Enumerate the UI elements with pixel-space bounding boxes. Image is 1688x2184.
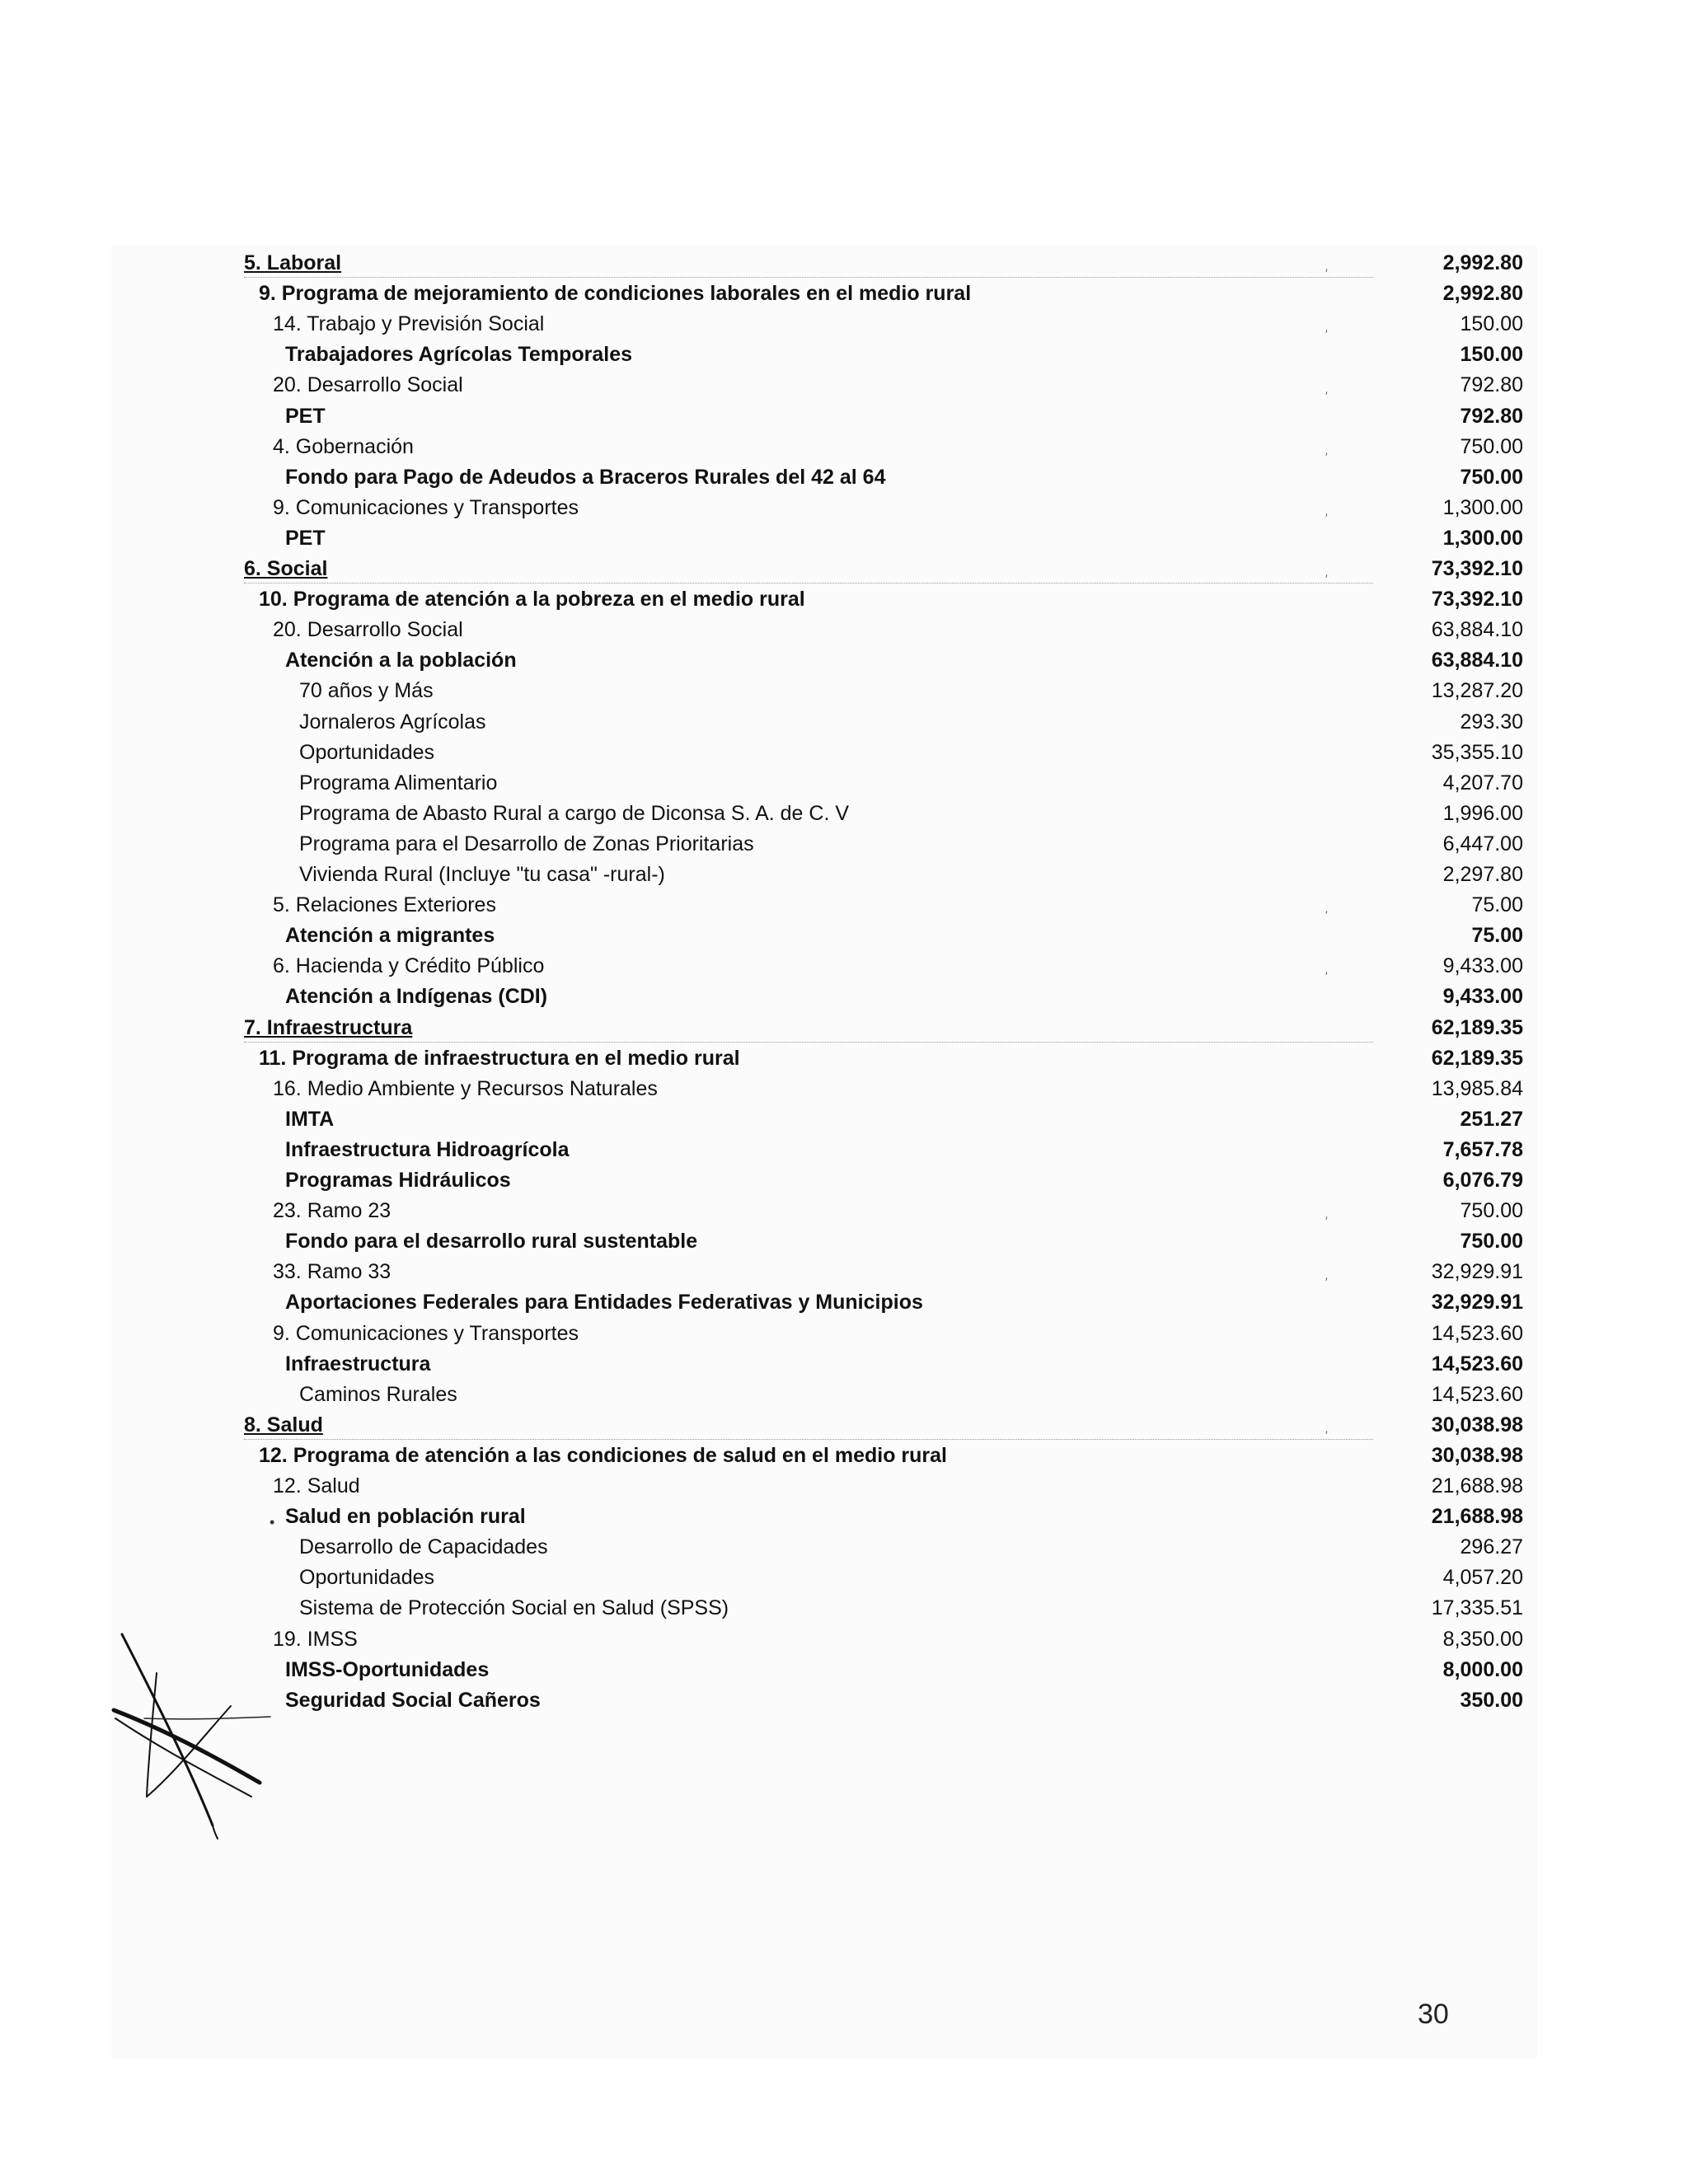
table-row (0, 829, 1688, 860)
row-amount: 6,076.79 (1442, 1169, 1523, 1192)
row-amount: 1,300.00 (1442, 527, 1523, 550)
row-amount: 150.00 (1460, 312, 1523, 335)
row-label: Oportunidades (299, 741, 435, 764)
check-mark: ′ (1325, 327, 1328, 340)
row-amount: 14,523.60 (1431, 1352, 1523, 1376)
table-row (0, 493, 1688, 523)
row-amount: 4,057.20 (1442, 1566, 1523, 1589)
row-amount: 30,038.98 (1431, 1413, 1523, 1436)
table-row (0, 462, 1688, 493)
row-amount: 14,523.60 (1431, 1383, 1523, 1406)
row-amount: 35,355.10 (1431, 741, 1523, 764)
section-row (0, 1410, 1688, 1441)
row-label: Programas Hidráulicos (285, 1169, 511, 1192)
section-row (0, 554, 1688, 584)
check-mark: ′ (1325, 266, 1328, 279)
row-label: Infraestructura (285, 1352, 431, 1376)
row-label: 16. Medio Ambiente y Recursos Naturales (273, 1077, 658, 1100)
table-row (0, 340, 1688, 370)
page-number: 30 (1418, 1999, 1449, 2030)
row-label: 10. Programa de atención a la pobreza en el medio rural (259, 588, 805, 611)
table-row (0, 707, 1688, 738)
table-row (0, 1226, 1688, 1257)
row-label: Programa para el Desarrollo de Zonas Prioritarias (299, 832, 754, 855)
table-row (0, 370, 1688, 401)
row-label: 4. Gobernación (273, 435, 414, 458)
table-row (0, 432, 1688, 462)
row-amount: 750.00 (1460, 466, 1523, 489)
table-row (0, 309, 1688, 340)
table-row (0, 676, 1688, 706)
row-label: 9. Comunicaciones y Transportes (273, 1322, 579, 1345)
row-amount: 8,350.00 (1442, 1628, 1523, 1651)
table-row (0, 1319, 1688, 1349)
row-label: Trabajadores Agrícolas Temporales (285, 343, 632, 366)
table-row (0, 523, 1688, 554)
row-amount: 293.30 (1460, 710, 1523, 733)
row-amount: 1,996.00 (1442, 802, 1523, 825)
row-label: Salud en población rural (285, 1505, 526, 1528)
row-amount: 750.00 (1460, 435, 1523, 458)
row-label: IMTA (285, 1108, 335, 1131)
row-label: 5. Relaciones Exteriores (273, 893, 496, 916)
row-label: 11. Programa de infraestructura en el medio rural (259, 1047, 740, 1070)
row-label: Aportaciones Federales para Entidades Federativas y Municipios (285, 1291, 923, 1314)
check-mark: ′ (1325, 511, 1328, 524)
row-label: 6. Social (244, 557, 328, 580)
table-row (0, 645, 1688, 676)
table-row (0, 1563, 1688, 1593)
row-label: Seguridad Social Cañeros (285, 1689, 541, 1712)
row-amount: 350.00 (1460, 1689, 1523, 1712)
row-label: 9. Comunicaciones y Transportes (273, 496, 579, 519)
row-label: 6. Hacienda y Crédito Público (273, 954, 545, 977)
table-row (0, 982, 1688, 1012)
row-label: 14. Trabajo y Previsión Social (273, 312, 545, 335)
row-label: PET (285, 405, 326, 428)
row-amount: 13,985.84 (1431, 1077, 1523, 1100)
table-row (0, 1043, 1688, 1074)
stray-bullet-mark: • (270, 1514, 275, 1530)
table-row (0, 890, 1688, 921)
row-label: 70 años y Más (299, 679, 434, 702)
table-row (0, 1165, 1688, 1196)
row-amount: 63,884.10 (1431, 649, 1523, 672)
row-amount: 21,688.98 (1431, 1505, 1523, 1528)
table-row (0, 768, 1688, 799)
row-label: Programa Alimentario (299, 771, 498, 794)
table-row (0, 615, 1688, 645)
table-row (0, 1380, 1688, 1410)
row-amount: 296.27 (1460, 1535, 1523, 1558)
table-row (0, 279, 1688, 309)
table-row (0, 1287, 1688, 1318)
row-label: PET (285, 527, 326, 550)
row-amount: 750.00 (1460, 1230, 1523, 1253)
row-amount: 9,433.00 (1442, 954, 1523, 977)
row-label: 23. Ramo 23 (273, 1199, 392, 1222)
row-label: Atención a la población (285, 649, 517, 672)
row-amount: 75.00 (1471, 893, 1523, 916)
row-label: 5. Laboral (244, 251, 342, 274)
table-row (0, 921, 1688, 951)
row-label: Caminos Rurales (299, 1383, 457, 1406)
table-row (0, 1532, 1688, 1563)
row-amount: 73,392.10 (1431, 588, 1523, 611)
section-row (0, 1013, 1688, 1043)
row-label: Desarrollo de Capacidades (299, 1535, 548, 1558)
row-label: Atención a Indígenas (CDI) (285, 985, 548, 1008)
row-label: 19. IMSS (273, 1628, 358, 1651)
row-label: Atención a migrantes (285, 924, 495, 947)
row-amount: 8,000.00 (1442, 1658, 1523, 1681)
table-row (0, 1502, 1688, 1532)
row-amount: 150.00 (1460, 343, 1523, 366)
row-amount: 2,992.80 (1442, 282, 1523, 305)
table-row (0, 1074, 1688, 1104)
row-amount: 32,929.91 (1431, 1291, 1523, 1314)
check-mark: ′ (1325, 572, 1328, 585)
check-mark: ′ (1325, 1214, 1328, 1227)
row-label: 8. Salud (244, 1413, 323, 1436)
row-amount: 2,297.80 (1442, 863, 1523, 886)
table-row (0, 799, 1688, 829)
row-label: Oportunidades (299, 1566, 435, 1589)
row-label: Infraestructura Hidroagrícola (285, 1138, 570, 1161)
row-amount: 21,688.98 (1431, 1474, 1523, 1497)
table-row (0, 1441, 1688, 1471)
check-mark: ′ (1325, 1428, 1328, 1441)
row-amount: 62,189.35 (1431, 1016, 1523, 1039)
row-label: 12. Programa de atención a las condiciones de salud en el medio rural (259, 1444, 947, 1467)
row-amount: 792.80 (1460, 373, 1523, 396)
row-amount: 750.00 (1460, 1199, 1523, 1222)
check-mark: ′ (1325, 1275, 1328, 1288)
row-amount: 63,884.10 (1431, 618, 1523, 641)
table-row (0, 1104, 1688, 1135)
check-mark: ′ (1325, 969, 1328, 982)
table-row (0, 1471, 1688, 1502)
row-amount: 4,207.70 (1442, 771, 1523, 794)
handwritten-signature (107, 1628, 280, 1842)
row-amount: 7,657.78 (1442, 1138, 1523, 1161)
table-row (0, 860, 1688, 890)
row-label: Sistema de Protección Social en Salud (SPSS) (299, 1596, 729, 1619)
row-amount: 13,287.20 (1431, 679, 1523, 702)
check-mark: ′ (1325, 450, 1328, 463)
table-row (0, 584, 1688, 615)
table-row (0, 738, 1688, 768)
row-label: 20. Desarrollo Social (273, 618, 463, 641)
section-row (0, 248, 1688, 279)
table-row (0, 1196, 1688, 1226)
row-amount: 62,189.35 (1431, 1047, 1523, 1070)
row-amount: 30,038.98 (1431, 1444, 1523, 1467)
row-amount: 17,335.51 (1431, 1596, 1523, 1619)
row-label: Programa de Abasto Rural a cargo de Diconsa S. A. de C. V (299, 802, 850, 825)
row-label: Fondo para Pago de Adeudos a Braceros Rurales del 42 al 64 (285, 466, 886, 489)
row-label: Jornaleros Agrícolas (299, 710, 486, 733)
table-row (0, 1257, 1688, 1287)
row-label: 33. Ramo 33 (273, 1260, 392, 1283)
row-label: Fondo para el desarrollo rural sustentable (285, 1230, 698, 1253)
table-row (0, 1135, 1688, 1165)
check-mark: ′ (1325, 389, 1328, 402)
row-amount: 73,392.10 (1431, 557, 1523, 580)
row-label: IMSS-Oportunidades (285, 1658, 490, 1681)
row-amount: 6,447.00 (1442, 832, 1523, 855)
check-mark: ′ (1325, 908, 1328, 921)
table-row (0, 1349, 1688, 1380)
table-row (0, 401, 1688, 432)
table-row (0, 1593, 1688, 1624)
row-amount: 792.80 (1460, 405, 1523, 428)
row-label: 9. Programa de mejoramiento de condiciones laborales en el medio rural (259, 282, 972, 305)
row-label: 20. Desarrollo Social (273, 373, 463, 396)
row-amount: 75.00 (1471, 924, 1523, 947)
row-amount: 14,523.60 (1431, 1322, 1523, 1345)
row-amount: 251.27 (1460, 1108, 1523, 1131)
row-amount: 2,992.80 (1442, 251, 1523, 274)
row-label: Vivienda Rural (Incluye "tu casa" -rural-) (299, 863, 665, 886)
row-amount: 1,300.00 (1442, 496, 1523, 519)
row-label: 7. Infraestructura (244, 1016, 413, 1039)
table-row (0, 951, 1688, 982)
row-amount: 9,433.00 (1442, 985, 1523, 1008)
row-amount: 32,929.91 (1431, 1260, 1523, 1283)
row-label: 12. Salud (273, 1474, 360, 1497)
